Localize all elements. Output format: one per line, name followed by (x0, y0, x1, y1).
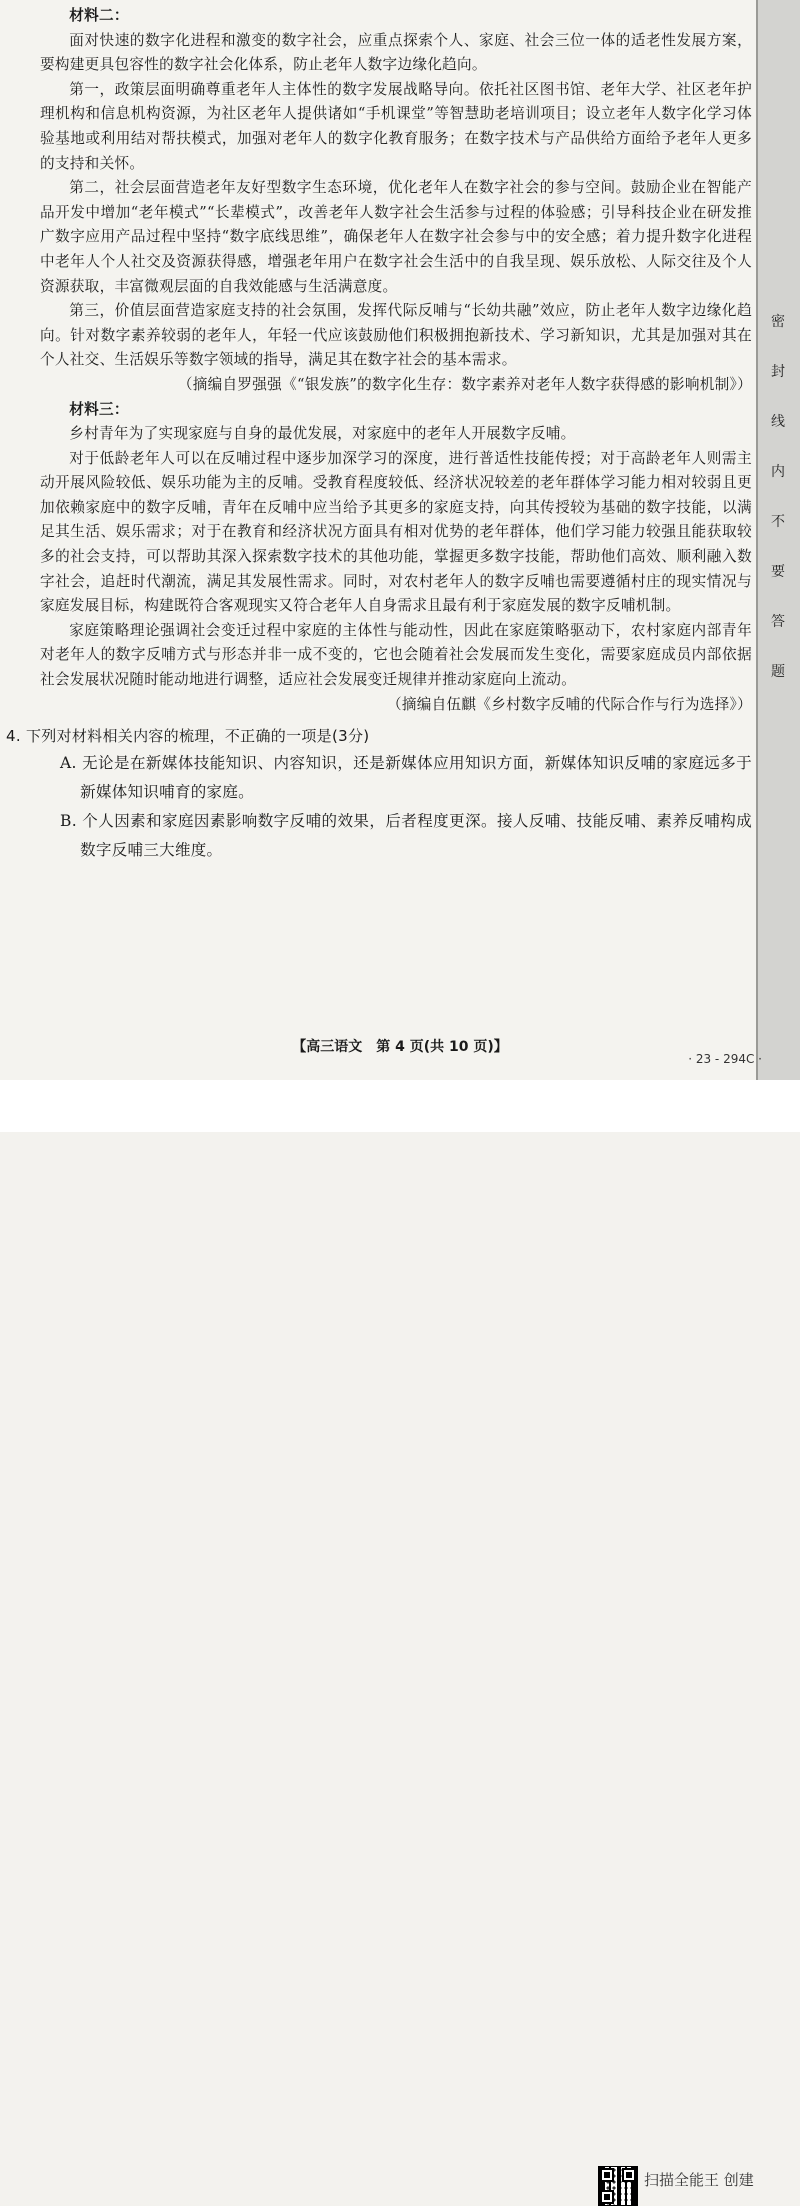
binding-line (756, 0, 758, 1080)
page-footer: 【高三语文 第 4 页(共 10 页)】 (292, 1039, 508, 1055)
material2-source: （摘编自罗强强《“银发族”的数字化生存：数字素养对老年人数字获得感的影响机制》） (177, 375, 752, 393)
material2-paragraph: 第三，价值层面营造家庭支持的社会氛围，发挥代际反哺与“长幼共融”效应，防止老年人数字边缘化趋向。针对数字素养较弱的老年人，年轻一代应该鼓励他们积极拥抱新技术、学习新知识，尤其是加强对其在个人社交、生活娱乐等数字领域的指导，满足其在数字社会的基本需求。 (40, 302, 752, 369)
material2-paragraph: 第一，政策层面明确尊重老年人主体性的数字发展战略导向。依托社区图书馆、老年大学、社区老年护理机构和信息机构资源，为社区老年人提供诸如“手机课堂”等智慧助老培训项目；设立老年人数字化学习体验基地或利用结对帮扶模式，加强对老年人的数字化教育服务；在数字技术与产品供给方面给予老年人更多的支持和关怀。 (40, 80, 752, 172)
exam-code: · 23 - 294C · (688, 1052, 762, 1066)
seal-char: 内 (771, 464, 785, 480)
question-option-b: B. 个人因素和家庭因素影响数字反哺的效果，后者程度更深。接人反哺、技能反哺、素养反哺构成数字反哺三大维度。 (60, 812, 752, 860)
seal-line-notice (764, 312, 792, 712)
qr-code-icon (598, 2166, 638, 2206)
seal-char: 封 (771, 364, 785, 380)
seal-char: 答 (771, 614, 785, 630)
material3-paragraph: 对于低龄老年人可以在反哺过程中逐步加深学习的深度，进行普适性技能传授；对于高龄老年人则需主动开展风险较低、娱乐功能为主的反哺。受教育程度较低、经济状况较差的老年群体学习能力相对较弱且更加依赖家庭中的数字反哺，青年在反哺中应当给予其更多的家庭支持，向其传授较为基础的数字技能，以满足其生活、娱乐需求；对于在教育和经济状况方面具有相对优势的老年群体，他们学习能力较强且能获取较多的社会支持，可以帮助其深入探索数字技术的其他功能，掌握更多数字技能，帮助他们高效、顺利融入数字社会，追赶时代潮流，满足其发展性需求。同时，对农村老年人的数字反哺也需要遵循村庄的现实情况与家庭发展目标，构建既符合客观现实又符合老年人自身需求且最有利于家庭发展的数字反哺机制。 (40, 449, 752, 615)
material3-paragraph: 家庭策略理论强调社会变迁过程中家庭的主体性与能动性，因此在家庭策略驱动下，农村家庭内部青年对老年人的数字反哺方式与形态并非一成不变的，它也会随着社会发展而发生变化，需要家庭成员内部依据社会发展状况随时能动地进行调整，适应社会发展变迁规律并推动家庭向上流动。 (40, 621, 752, 689)
seal-char: 不 (771, 514, 785, 530)
seal-char: 题 (771, 664, 785, 680)
material3-heading: 材料三： (69, 400, 129, 418)
scanner-watermark-label: 扫描全能王 创建 (644, 2171, 754, 2189)
material2-heading: 材料二： (69, 7, 129, 24)
question-title: 4. 下列对材料相关内容的梳理，不正确的一项是(3分) (6, 727, 370, 746)
seal-char: 密 (771, 314, 785, 330)
material3-paragraph: 乡村青年为了实现家庭与自身的最优发展，对家庭中的老年人开展数字反哺。 (69, 425, 576, 443)
material2-paragraph: 第二，社会层面营造老年友好型数字生态环境，优化老年人在数字社会的参与空间。鼓励企业在智能产品开发中增加“老年模式”“长辈模式”，改善老年人数字社会生活参与过程的体验感；引导科技企业在研发推广数字应用产品过程中坚持“数字底线思维”，确保老年人在数字社会参与中的安全感；着力提升数字化进程中老年人个人社交及资源获得感，增强老年用户在数字社会生活中的自我呈现、娱乐放松、人际交往及个人资源获取，丰富微观层面的自我效能感与生活满意度。 (40, 179, 752, 295)
seal-char: 要 (771, 564, 785, 580)
material2-paragraph: 面对快速的数字化进程和激变的数字社会，应重点探索个人、家庭、社会三位一体的适老性发展方案，要构建更具包容性的数字社会化体系，防止老年人数字边缘化趋向。 (40, 31, 752, 74)
question-option-a: A. 无论是在新媒体技能知识、内容知识，还是新媒体应用知识方面，新媒体知识反哺的家庭远多于新媒体知识哺育的家庭。 (60, 754, 752, 802)
scanner-watermark-bar (0, 1080, 800, 2189)
exam-content (6, 4, 752, 865)
material3-source: （摘编自伍麒《乡村数字反哺的代际合作与行为选择》） (386, 695, 752, 713)
seal-char: 线 (771, 414, 785, 430)
